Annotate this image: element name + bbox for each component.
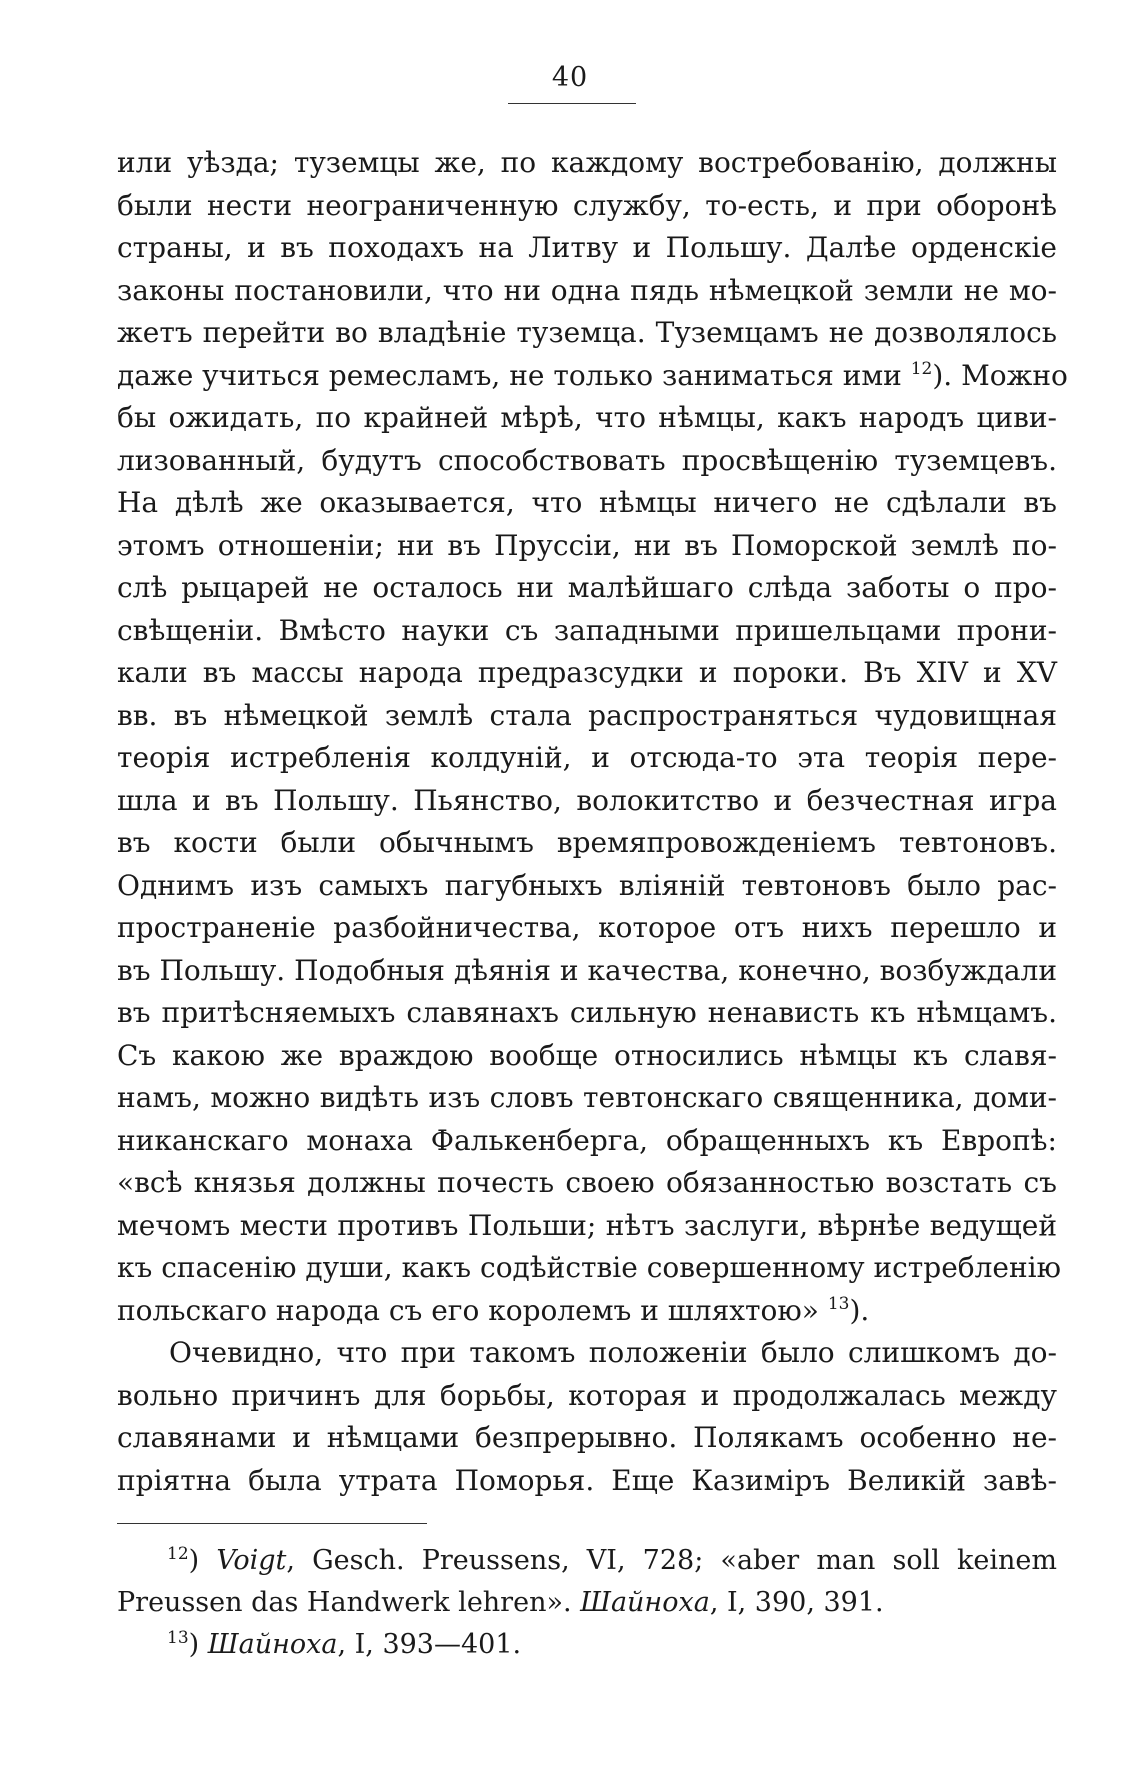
text-segment: польскаго народа съ его королемъ и шляхтою»	[117, 1293, 819, 1327]
footnote-ref[interactable]: 12	[910, 358, 933, 379]
text-segment: даже учиться ремесламъ, не только заниматься ими	[117, 358, 902, 392]
footnote-author: Voigt	[216, 1545, 287, 1576]
text-line: намъ, можно видѣть изъ словъ тевтонскаго священника, доми-	[117, 1081, 1057, 1114]
text-line: пріятна была утрата Поморья. Еще Казиміръ Великій завѣ-	[117, 1463, 1057, 1497]
footnote-marker: 13	[167, 1628, 189, 1648]
body-text	[117, 142, 1068, 1502]
text-line: вольно причинъ для борьбы, которая и продолжалась между	[117, 1378, 1057, 1412]
footnote-ref[interactable]: 13	[827, 1293, 850, 1314]
footnote-text: , I, 390, 391.	[709, 1587, 884, 1618]
footnote-marker: 12	[167, 1544, 189, 1564]
text-line: страны, и въ походахъ на Литву и Польшу. Далѣе орденскіе	[117, 231, 1057, 264]
text-line: «всѣ князья должны почесть своею обязанностью возстать съ	[117, 1166, 1057, 1199]
text-line: Однимъ изъ самыхъ пагубныхъ вліяній тевтоновъ было рас-	[117, 868, 1057, 902]
text-line: славянами и нѣмцами безпрерывно. Полякамъ особенно не-	[117, 1421, 1057, 1454]
text-line: слѣ рыцарей не осталось ни малѣйшаго слѣда заботы о про-	[117, 571, 1057, 604]
text-segment: ).	[849, 1293, 870, 1327]
text-line: бы ожидать, по крайней мѣрѣ, что нѣмцы, какъ народъ циви-	[117, 401, 1057, 434]
text-line: въ Польшу. Подобныя дѣянія и качества, конечно, возбуждали	[117, 953, 1057, 987]
header-rule	[508, 103, 636, 104]
footnote-author: Шайноха	[207, 1629, 338, 1660]
footnote-text: Preussen das Handwerk lehren».	[117, 1587, 581, 1618]
footnote-12-cont	[117, 1582, 1057, 1624]
footnote-author: Шайноха	[580, 1587, 710, 1618]
text-line: къ спасенію души, какъ содѣйствіе совершенному истребленію	[117, 1251, 1061, 1284]
text-line: пространеніе разбойничества, которое отъ нихъ перешло и	[117, 911, 1057, 944]
text-line: были нести неограниченную службу, то-есть, и при оборонѣ	[117, 188, 1057, 222]
text-line: лизованный, будутъ способствовать просвѣщенію туземцевъ.	[117, 443, 1057, 477]
footnote-text: , Gesch. Preussens, VI, 728; «aber man soll keinem	[286, 1545, 1057, 1576]
text-line: законы постановили, что ни одна пядь нѣмецкой земли не мо-	[117, 273, 1057, 307]
text-line: въ притѣсняемыхъ славянахъ сильную ненависть къ нѣмцамъ.	[117, 996, 1057, 1029]
text-line: На дѣлѣ же оказывается, что нѣмцы ничего не сдѣлали въ	[117, 486, 1057, 519]
text-line: или уѣзда; туземцы же, по каждому востребованію, должны	[117, 146, 1057, 179]
text-line: теорія истребленія колдуній, и отсюда-то эта теорія пере-	[117, 741, 1057, 774]
text-line: Съ какою же враждою вообще относились нѣмцы къ славя-	[117, 1038, 1057, 1072]
footnote-13	[117, 1624, 1057, 1666]
footnote-12	[117, 1540, 1057, 1582]
text-line: кали въ массы народа предразсудки и пороки. Въ XIV и XV	[117, 656, 1057, 689]
text-line	[117, 1290, 1057, 1333]
text-line: вв. въ нѣмецкой землѣ стала распространяться чудовищная	[117, 698, 1057, 732]
text-line: жетъ перейти во владѣніе туземца. Туземцамъ не дозволялось	[117, 316, 1057, 349]
text-segment: ). Можно	[932, 358, 1068, 392]
text-line: въ кости были обычнымъ времяпровожденіемъ тевтоновъ.	[117, 826, 1057, 859]
text-line: свѣщеніи. Вмѣсто науки съ западными пришельцами прони-	[117, 613, 1057, 647]
page-number: 40	[551, 62, 589, 93]
footnote-text: , I, 393—401.	[337, 1629, 522, 1660]
footnotes	[117, 1540, 1057, 1666]
footnote-marker-close: )	[188, 1545, 200, 1576]
footnote-marker-close: )	[188, 1629, 200, 1660]
text-line: мечомъ мести противъ Польши; нѣтъ заслуги, вѣрнѣе ведущей	[117, 1208, 1057, 1242]
text-line: Очевидно, что при такомъ положеніи было слишкомъ до-	[169, 1336, 1057, 1369]
footnote-rule	[117, 1523, 427, 1524]
text-line: шла и въ Польшу. Пьянство, волокитство и безчестная игра	[117, 783, 1057, 817]
text-line: никанскаго монаха Фалькенберга, обращенныхъ къ Европѣ:	[117, 1123, 1057, 1157]
text-line: этомъ отношеніи; ни въ Пруссіи, ни въ Поморской землѣ по-	[117, 528, 1057, 562]
text-line	[117, 355, 1068, 398]
